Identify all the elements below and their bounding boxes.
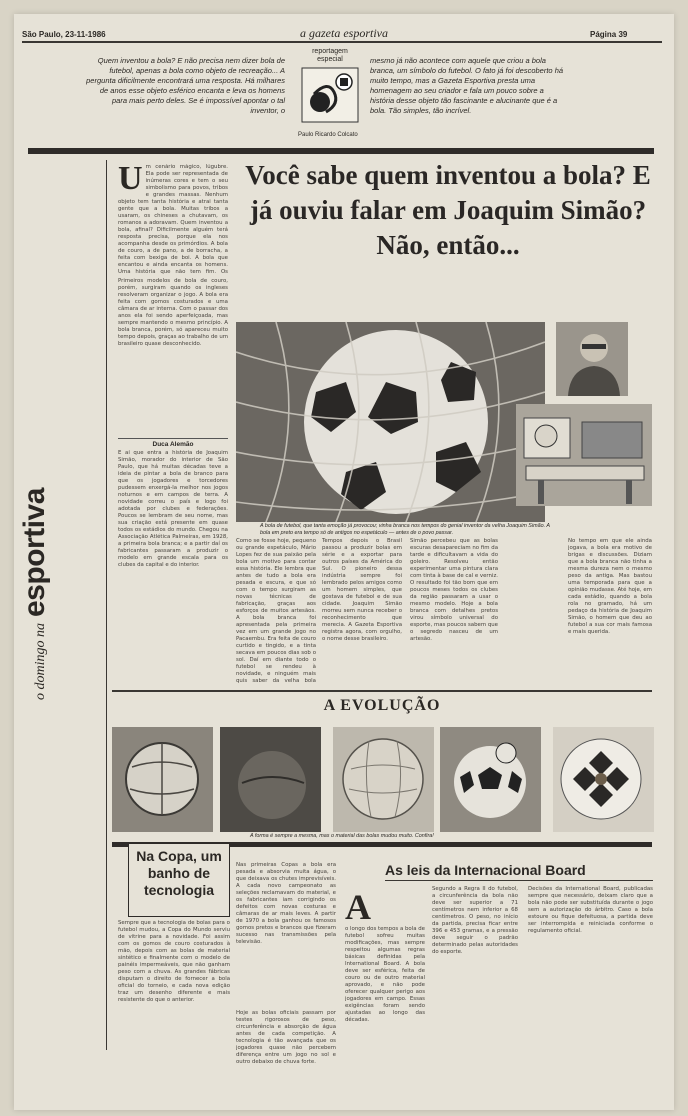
copa-column-2: Nas primeiras Copas a bola era pesada e absorvia muita água, o que deixava os chutes imprevisíveis. A cada novo campeonato as seleções reclamavam do material, e os fabricantes iam corrigindo os defeitos com novas costuras e câmaras de ar mais leves. A partir de 1970 a bola ganhou os famosos gomos pretos e brancos que fizeram sucesso nas transmissões pela televisão.: [236, 862, 336, 945]
badge-label: reportagem especial: [312, 48, 348, 63]
laws-dropcap: A: [345, 887, 371, 927]
section-title-big: esportiva: [18, 488, 51, 617]
evolution-rule-top: [112, 690, 652, 692]
evolution-title: A EVOLUÇÃO: [323, 697, 441, 714]
reportagem-badge: [300, 48, 360, 128]
article-column-2: Como se fosse hoje, pequeno ou grande espetáculo, Mário Lopes fez de sua paixão pela bola um motivo para contar essa história. Ele lembra que antes de tudo a bola era pesada e escura, e que só com o tempo surgiram as novas técnicas de fabricação, graças aos esforços de muitos artesãos. A bola branca foi apresentada pela primeira vez em um grande jogo no Pacaembu. Era feita de couro curtido e tingido, e a tinta secava em poucos dias sob o sol. Daí em diante todo o futebol se rendeu à novidade, e ninguém mais quis saber da velha bola: [236, 538, 316, 683]
laws-column-2: Segundo a Regra II do futebol, a circunferência da bola não deve ser superior a 71 centímetros nem inferior a 68 centímetros. O peso, no início da partida, precisa ficar entre 396 e 453 gramas, e a pressão deve seguir o padrão determinado pelas autoridades do esporte.: [432, 886, 518, 955]
section-rule: [28, 148, 654, 154]
portrait-photo: [556, 322, 628, 396]
evolution-caption: A forma é sempre a mesma, mas o material das bolas mudou muito. Confira!: [250, 833, 434, 839]
dark-leather-ball: [220, 727, 321, 832]
issue-date: São Paulo, 23-11-1986: [22, 30, 106, 39]
player-illustration: [300, 64, 360, 126]
ball-photo-2: [220, 727, 321, 832]
article-column-4: Simão percebeu que as bolas escuras desapareciam no fim da tarde e dificultavam a vida do goleiro. Resolveu então experimentar uma pintura clara com tinta à base de cal e verniz. O resultado foi tão bom que em poucos meses todos os clubes da região passaram a usar o mesmo modelo. Hoje a bola branca com detalhes pretos virou símbolo universal do esporte, mas poucos sabem que o segredo nasceu de um artesão.: [410, 538, 498, 642]
display-case-photo: [516, 404, 652, 506]
ball-photo-3: [333, 727, 434, 832]
page-number: Página 39: [590, 30, 628, 39]
photo-caption: A bola de futebol, que tanta emoção já provocou; vinha branca nos tempos do genial inventor da velha Joaquim Simão. A bola em preto era tempo só de antigos no espetáculo — antes de o povo passar.: [260, 523, 550, 536]
article-column-1c: É aí que entra a história de Joaquim Simão, morador do interior de São Paulo, que há muitas décadas teve a ideia de pintar a bola de branco para que os jogadores e torcedores pudessem enxergá-la melhor nos jogos noturnos e em campos de terra. A novidade correu o país e logo foi adotada por clubes e federações. Poucos se lembram de seu nome, mas sua criação está presente em quase todos os estádios do mundo. Chegou na Associação Atlética Palmeiras, em 1928, a primeira bola branca; e a partir daí os fabricantes passaram a produzir o modelo em grande escala para os clubes da capital e do interior.: [118, 450, 228, 568]
article-column-1a: [118, 164, 228, 274]
laws-rule: [385, 880, 653, 881]
article-column-1b: Primeiros modelos de bola de couro, porém, surgiram quando os ingleses resolveram organizar o jogo. A bola era feita com gomos costurados e uma câmara de ar interna. Com o passar dos anos ela foi sendo aperfeiçoada, mas sempre mantendo o mesmo princípio. A bola branca, porém, só apareceu muito tempo depois, graças ao trabalho de um brasileiro quase desconhecido.: [118, 278, 228, 347]
ball-photo-4: [440, 727, 541, 832]
old-leather-ball: [112, 727, 213, 832]
article-byline: Duca Alemão: [118, 438, 228, 448]
article-text-1a: m cenário mágico, lúgubre. Ela pode ser representada de inúmeras cores e tem o seu simbolismo para povos, tribos e grandes massas. Nenhum objeto tem tanta história e atrai tanta gente que a bola. Muitas tribos a usaram, os chineses a chutavam, os romanos a adoravam. Quem inventou a bola, afinal? Dificilmente alguém terá resposta precisa, porque ela nos acompanha desde os primórdios. A bola de couro, a de pano, a de borracha, a feita com bexiga de boi. A bola que encantou e ainda encanta os homens. Uma história que não tem fim. Os: [118, 164, 228, 274]
copa-column-3: Hoje as bolas oficiais passam por testes rigorosos de peso, circunferência e absorção de água antes de cada competição. A tecnologia é tão avançada que os jogadores quase não percebem diferença entre um jogo no sol e outro debaixo de chuva forte.: [236, 1010, 336, 1065]
newspaper-name: a gazeta esportiva: [300, 26, 388, 40]
modern-ball: [440, 727, 541, 832]
column-divider: [106, 160, 107, 1050]
ball-net-photo: [236, 322, 545, 522]
copa-column-1: Sempre que a tecnologia de bolas para o futebol mudou, a Copa do Mundo serviu de vitrine para a novidade. Foi assim com os gomos de couro costurados à mão, depois com as bolas de material sintético e finalmente com o modelo de painéis impermeáveis, que não ganham peso com a chuva. As grandes fábricas disputam o direito de fornecer a bola oficial do torneio, e cada nova edição traz um desenho diferente e mais resistente do que o anterior.: [118, 920, 230, 1003]
article-column-5: No tempo em que ele ainda jogava, a bola era motivo de brigas e discussões. Diziam que a bola branca não tinha a mesma dureza nem o mesmo peso da antiga. Mas bastou uma temporada para que a opinião mudasse. Até hoje, em cada estádio, quando a bola rola no gramado, há um pedaço da história de Joaquim Simão, o homem que deu ao futebol a sua cor mais famosa e mais querida.: [568, 538, 652, 635]
tango-ball: [553, 727, 654, 832]
intro-left: Quem inventou a bola? E não precisa nem dizer bola de futebol, apenas a bola como objeto de recreação... A pergunta dificilmente encontrará uma resposta. Há milhares de anos esse objeto esférico encanta e leva os homens para mais perto deles. Se é impossível apontar o tal inventor, o: [86, 56, 285, 115]
laws-title: As leis da Internacional Board: [385, 862, 586, 878]
laws-column-1: o longo dos tempos a bola de futebol sofreu muitas modificações, mas sempre respeitou algumas regras básicas definidas pela International Board. A bola deve ser esférica, feita de couro ou de outro material aprovado, e não pode oferecer qualquer perigo aos jogadores em campo. Essas exigências foram sendo ajustadas ao longo das décadas.: [345, 926, 425, 1023]
copa-title: Na Copa, um banho de tecnologia: [136, 848, 222, 898]
intro-right: mesmo já não acontece com aquele que criou a bola branca, um símbolo do futebol. O fato já foi descoberto há muito tempo, mas a Gazeta Esportiva presta uma homenagem ao seu criador e fala um pouco sobre a história desse objeto tão fascinante e alucinante que é a bola. Tão simples, tão incrível.: [370, 56, 564, 115]
article-column-3: Tempos depois o Brasil passou a produzir bolas em série e a exportar para outros países da América do Sul. O pioneiro dessa indústria sempre foi lembrado pelos amigos como um homem simples, que gostava de futebol e de sua cidade. Joaquim Simão morreu sem nunca receber o reconhecimento que merecia. A Gazeta Esportiva registra agora, com orgulho, o nome desse brasileiro.: [322, 538, 402, 642]
header-rule: [22, 41, 662, 43]
man-portrait: [556, 322, 628, 396]
display-case: [516, 404, 652, 506]
section-title-small: o domingo na: [33, 623, 48, 700]
soccer-ball-photo: [236, 322, 545, 522]
article-headline: Você sabe quem inventou a bola? E já ouviu falar em Joaquim Simão? Não, então...: [245, 160, 651, 260]
article-dropcap: U: [118, 164, 143, 197]
ball-photo-5: [553, 727, 654, 832]
panel-ball: [333, 727, 434, 832]
copa-title-box: [128, 843, 230, 917]
ball-photo-1: [112, 727, 213, 832]
section-title-vertical: [18, 488, 52, 700]
laws-column-3: Decisões da International Board, publicadas sempre que necessário, deixam claro que a bola não pode ser substituída durante o jogo sem a autorização do árbitro. Caso a bola estoure ou fique defeituosa, a partida deve ser interrompida e reiniciada conforme o regulamento oficial.: [528, 886, 653, 934]
author-credit: Paulo Ricardo Colcato: [298, 132, 358, 138]
